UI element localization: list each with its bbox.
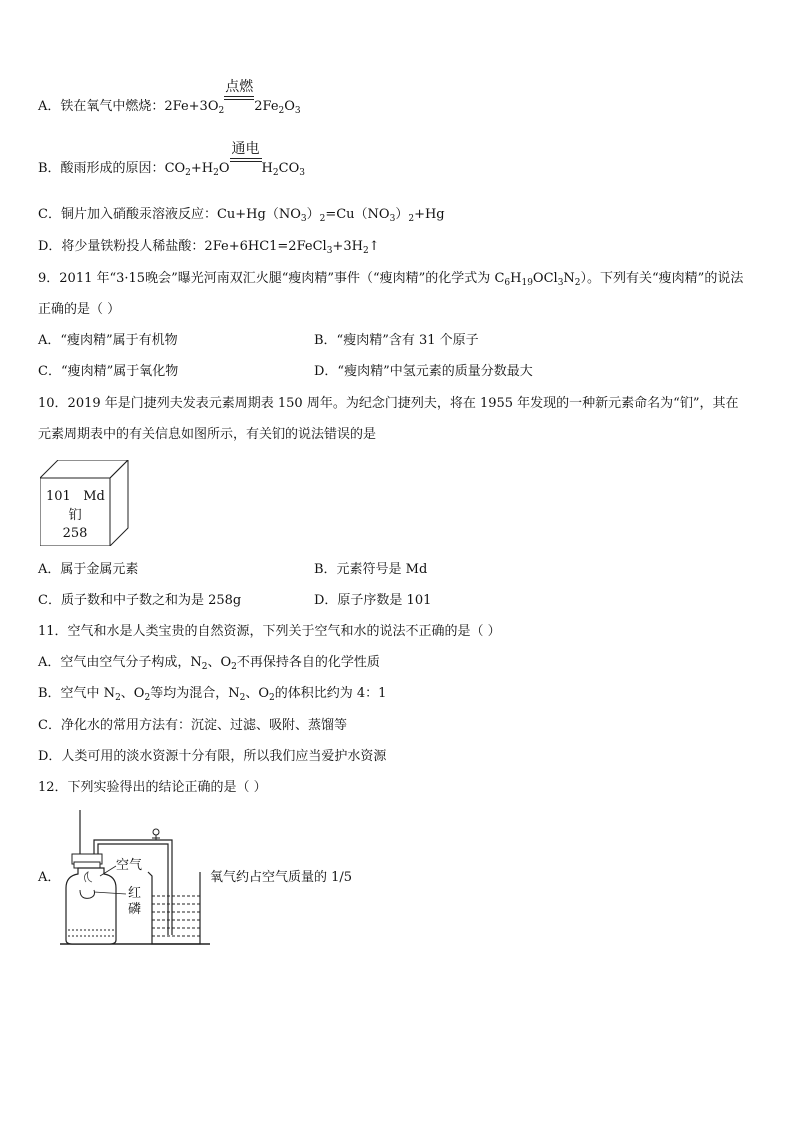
q12-option-a-conclusion: 氧气约占空气质量的 1/5 bbox=[210, 870, 353, 885]
element-number-symbol bbox=[46, 487, 106, 507]
apparatus-diagram bbox=[60, 810, 220, 950]
q8-option-c: C．铜片加入硝酸汞溶液反应：$Cu+Hg(NO_3)_2=Cu(NO_3)_2+Hg$ bbox=[38, 207, 445, 224]
q9-option-d: D．“瘦肉精”中氢元素的质量分数最大 bbox=[314, 364, 533, 379]
equal-sign bbox=[230, 158, 262, 162]
q9-option-b: B．“瘦肉精”含有 31 个原子 bbox=[314, 333, 479, 348]
atomic-number: 101 bbox=[46, 489, 71, 504]
reaction-condition: 通电 bbox=[231, 141, 260, 157]
q11-option-c: C．净化水的常用方法有：沉淀、过滤、吸附、蒸馏等 bbox=[38, 718, 347, 733]
q12-stem: 12．下列实验得出的结论正确的是（ ） bbox=[38, 780, 267, 795]
q9-stem-line2: 正确的是（ ） bbox=[38, 302, 121, 317]
reaction-arrow bbox=[230, 141, 262, 178]
q8-option-b: B．酸雨形成的原因：$CO_2+H_2O$ 通电 $H_2CO_3$ bbox=[38, 141, 305, 178]
q9-option-a: A．“瘦肉精”属于有机物 bbox=[38, 333, 178, 348]
q10-option-b: B．元素符号是 Md bbox=[314, 562, 428, 577]
q11-option-d: D．人类可用的淡水资源十分有限，所以我们应当爱护水资源 bbox=[38, 749, 387, 764]
reaction-arrow bbox=[224, 79, 254, 116]
q10-stem-line1: 10．2019 年是门捷列夫发表元素周期表 150 周年。为纪念门捷列夫，将在 1955 年发现的一种新元素命名为“钔”，其在 bbox=[38, 396, 739, 411]
q10-stem-line2: 元素周期表中的有关信息如图所示，有关钔的说法错误的是 bbox=[38, 427, 377, 442]
q8-option-a: A．铁在氧气中燃烧：$2Fe+3O_2$ 点燃 $2Fe_2O_3$ bbox=[38, 79, 301, 116]
q10-option-a: A．属于金属元素 bbox=[38, 562, 139, 577]
atomic-mass: 258 bbox=[62, 526, 88, 541]
q10-option-c: C．质子数和中子数之和为是 258g bbox=[38, 593, 242, 608]
q10-option-d: D．原子序数是 101 bbox=[314, 593, 432, 608]
q11-option-b: B．空气中 $N_2$、$O_2$等均为混合，$N_2$、$O_2$的体积比约为 4：1 bbox=[38, 686, 387, 703]
reaction-condition: 点燃 bbox=[225, 79, 254, 95]
q11-option-a: A．空气由空气分子构成，$N_2$、$O_2$不再保持各自的化学性质 bbox=[38, 655, 380, 672]
q9-stem-line1: 9．2011 年“3·15晚会”曝光河南双汇火腿“瘦肉精”事件（“瘦肉精”的化学式为 $C_6H_{19}OCl_3N_2$）。下列有关“瘦肉精”的说法 bbox=[38, 271, 744, 288]
element-symbol: Md bbox=[83, 489, 105, 504]
q11-stem: 11．空气和水是人类宝贵的自然资源，下列关于空气和水的说法不正确的是（ ） bbox=[38, 624, 501, 639]
q8-option-d: D．将少量铁粉投人稀盐酸：$2Fe+6HC1=2FeCl_3+3H_2↑$ bbox=[38, 239, 380, 256]
equal-sign bbox=[224, 96, 254, 100]
q9-option-c: C．“瘦肉精”属于氧化物 bbox=[38, 364, 179, 379]
air-label: 空气 bbox=[116, 858, 143, 873]
element-cell-figure bbox=[40, 460, 130, 546]
q12-option-a-label: A． bbox=[38, 870, 61, 885]
red-phosphorus-label: 红 磷 bbox=[128, 886, 142, 917]
element-name: 钔 bbox=[68, 508, 82, 523]
phosphorus-combustion-apparatus bbox=[60, 810, 220, 954]
